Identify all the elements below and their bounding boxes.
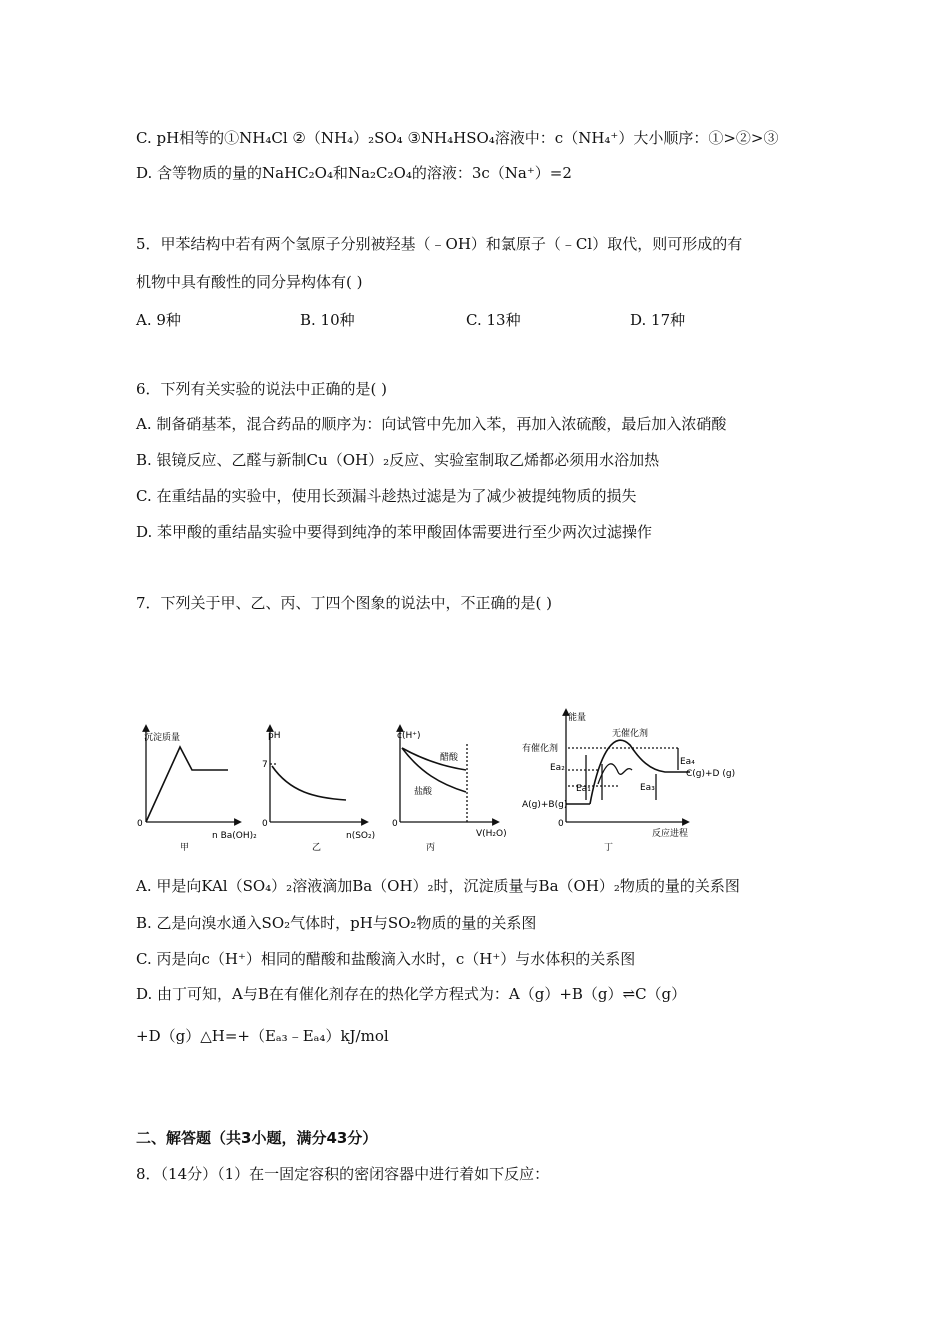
section-heading: 二、解答题（共3小题，满分43分） (136, 1129, 378, 1147)
q5-option-b: B. 10种 (300, 311, 355, 329)
bing-curve1: 醋酸 (440, 753, 459, 763)
yi-xlabel: n(SO₂) (346, 831, 376, 841)
q5-option-d: D. 17种 (630, 311, 686, 329)
jia-ylabel: 沉淀质量 (144, 733, 181, 743)
figure-yi (270, 728, 365, 822)
q5-option-c: C. 13种 (466, 311, 521, 329)
ding-ea4: Ea₄ (680, 757, 695, 767)
ding-cat: 有催化剂 (522, 744, 559, 754)
q7-option-d: D. 由丁可知，A与B在有催化剂存在的热化学方程式为：A（g）+B（g）⇌C（g） (136, 985, 687, 1003)
bing-caption: 丙 (426, 843, 436, 853)
q6-option-d: D. 苯甲酸的重结晶实验中要得到纯净的苯甲酸固体需要进行至少两次过滤操作 (136, 523, 653, 541)
ding-nocat: 无催化剂 (612, 729, 649, 739)
q7-option-a: A. 甲是向KAl（SO₄）₂溶液滴加Ba（OH）₂时，沉淀质量与Ba（OH）₂物质的量的关系图 (136, 877, 740, 895)
q5-stem-line2: 机物中具有酸性的同分异构体有( ) (136, 273, 363, 291)
bing-ylabel: c(H⁺) (397, 731, 421, 741)
q5-option-a: A. 9种 (136, 311, 181, 329)
ding-xlabel: 反应进程 (652, 829, 689, 839)
bing-curve2: 盐酸 (414, 787, 433, 797)
q8-stem: 8．（14分）（1）在一固定容积的密闭容器中进行着如下反应： (136, 1165, 550, 1183)
q4-option-d: D. 含等物质的量的NaHC₂O₄和Na₂C₂O₄的溶液：3c（Na⁺）=2 (136, 164, 572, 182)
q6-stem: 6．下列有关实验的说法中正确的是( ) (136, 380, 388, 398)
ding-ylabel: 能量 (568, 713, 587, 723)
figure-bing (400, 728, 496, 822)
q7-figures (0, 700, 950, 860)
bing-xlabel: V(H₂O) (476, 829, 507, 839)
q7-option-d-cont: +D（g）△H=+（Eₐ₃﹣Eₐ₄）kJ/mol (136, 1027, 389, 1045)
ding-ea2: Ea₂ (550, 763, 565, 773)
ding-ea1: Ea₁ (576, 784, 591, 794)
yi-origin: 0 (262, 819, 268, 829)
yi-ylabel: pH (268, 731, 281, 741)
q6-option-a: A. 制备硝基苯，混合药品的顺序为：向试管中先加入苯，再加入浓硫酸，最后加入浓硝酸 (136, 415, 727, 433)
jia-origin: 0 (137, 819, 143, 829)
q7-option-b: B. 乙是向溴水通入SO₂气体时，pH与SO₂物质的量的关系图 (136, 914, 537, 932)
q5-stem-line1: 5．甲苯结构中若有两个氢原子分别被羟基（﹣OH）和氯原子（﹣Cl）取代，则可形成的有 (136, 235, 743, 253)
ding-products: C(g)+D (g) (686, 769, 736, 779)
jia-xlabel: n Ba(OH)₂ (212, 831, 257, 841)
ding-ea3: Ea₃ (640, 783, 655, 793)
ding-reactants: A(g)+B(g) (522, 800, 568, 810)
q7-option-c: C. 丙是向c（H⁺）相同的醋酸和盐酸滴入水时，c（H⁺）与水体积的关系图 (136, 950, 636, 968)
q4-option-c: C. pH相等的①NH₄Cl ②（NH₄）₂SO₄ ③NH₄HSO₄溶液中：c（NH₄⁺）大小顺序：①>②>③ (136, 129, 779, 147)
q6-option-b: B. 银镜反应、乙醛与新制Cu（OH）₂反应、实验室制取乙烯都必须用水浴加热 (136, 451, 660, 469)
q7-stem: 7．下列关于甲、乙、丙、丁四个图象的说法中，不正确的是( ) (136, 594, 553, 612)
ding-caption: 丁 (604, 843, 614, 853)
yi-tick: 7 (262, 760, 268, 770)
bing-origin: 0 (392, 819, 398, 829)
ding-origin: 0 (558, 819, 564, 829)
yi-caption: 乙 (312, 843, 322, 853)
q6-option-c: C. 在重结晶的实验中，使用长颈漏斗趁热过滤是为了减少被提纯物质的损失 (136, 487, 637, 505)
jia-caption: 甲 (180, 843, 190, 853)
